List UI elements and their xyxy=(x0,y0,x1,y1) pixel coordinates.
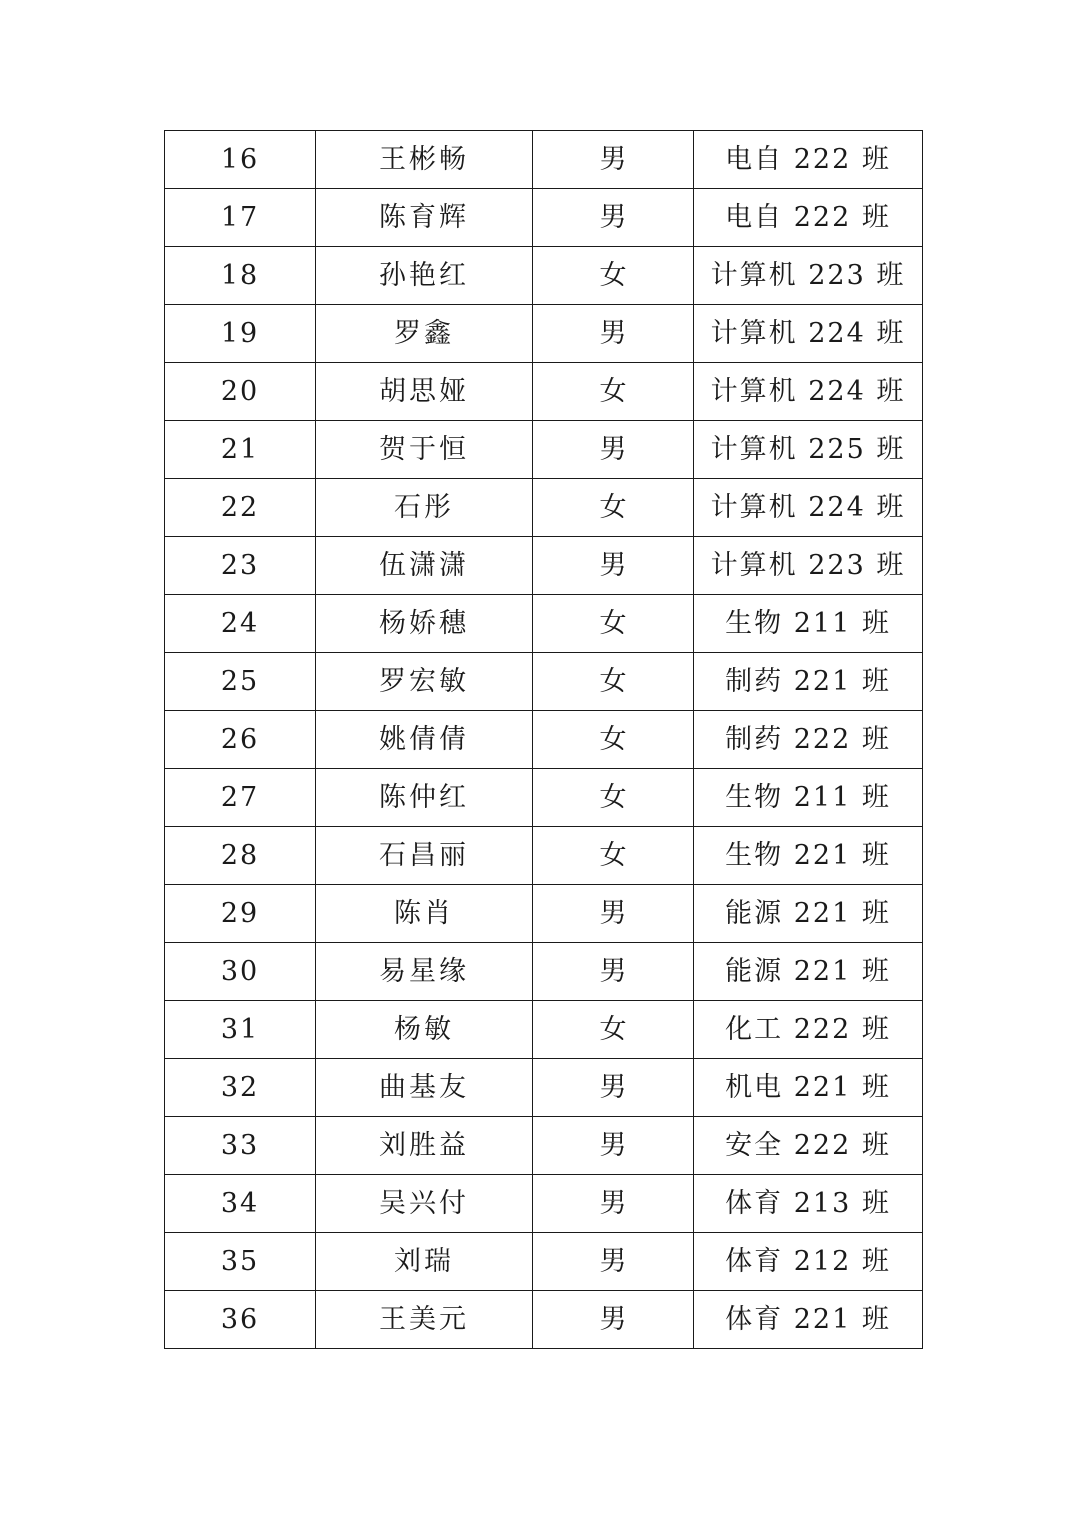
class-cell: 计算机 223 班 xyxy=(694,537,923,595)
table-row xyxy=(165,1291,923,1349)
table-row xyxy=(165,131,923,189)
student-name-cell: 陈仲红 xyxy=(316,769,533,827)
table-row xyxy=(165,537,923,595)
table-row xyxy=(165,1059,923,1117)
gender-cell: 男 xyxy=(533,131,694,189)
class-cell: 计算机 225 班 xyxy=(694,421,923,479)
gender-cell: 女 xyxy=(533,363,694,421)
row-number-cell: 21 xyxy=(165,421,316,479)
table-row xyxy=(165,653,923,711)
gender-cell: 男 xyxy=(533,189,694,247)
student-name-cell: 刘胜益 xyxy=(316,1117,533,1175)
row-number-cell: 16 xyxy=(165,131,316,189)
class-cell: 能源 221 班 xyxy=(694,885,923,943)
table-row xyxy=(165,189,923,247)
table-row xyxy=(165,885,923,943)
gender-cell: 男 xyxy=(533,1233,694,1291)
student-name-cell: 孙艳红 xyxy=(316,247,533,305)
student-name-cell: 胡思娅 xyxy=(316,363,533,421)
gender-cell: 男 xyxy=(533,1059,694,1117)
row-number-cell: 25 xyxy=(165,653,316,711)
student-name-cell: 王美元 xyxy=(316,1291,533,1349)
row-number-cell: 18 xyxy=(165,247,316,305)
row-number-cell: 29 xyxy=(165,885,316,943)
gender-cell: 男 xyxy=(533,943,694,1001)
row-number-cell: 35 xyxy=(165,1233,316,1291)
gender-cell: 男 xyxy=(533,1117,694,1175)
student-name-cell: 易星缘 xyxy=(316,943,533,1001)
row-number-cell: 19 xyxy=(165,305,316,363)
gender-cell: 女 xyxy=(533,769,694,827)
class-cell: 计算机 224 班 xyxy=(694,363,923,421)
student-name-cell: 陈育辉 xyxy=(316,189,533,247)
table-row xyxy=(165,479,923,537)
table-row xyxy=(165,769,923,827)
table-row xyxy=(165,247,923,305)
student-name-cell: 石昌丽 xyxy=(316,827,533,885)
gender-cell: 男 xyxy=(533,885,694,943)
table-row xyxy=(165,421,923,479)
student-name-cell: 刘瑞 xyxy=(316,1233,533,1291)
table-row xyxy=(165,827,923,885)
table-row xyxy=(165,1233,923,1291)
class-cell: 安全 222 班 xyxy=(694,1117,923,1175)
table-row xyxy=(165,363,923,421)
student-roster-table xyxy=(164,130,923,1349)
row-number-cell: 22 xyxy=(165,479,316,537)
gender-cell: 男 xyxy=(533,537,694,595)
gender-cell: 女 xyxy=(533,711,694,769)
gender-cell: 女 xyxy=(533,479,694,537)
row-number-cell: 23 xyxy=(165,537,316,595)
row-number-cell: 17 xyxy=(165,189,316,247)
gender-cell: 男 xyxy=(533,1291,694,1349)
row-number-cell: 20 xyxy=(165,363,316,421)
gender-cell: 男 xyxy=(533,1175,694,1233)
table-row xyxy=(165,595,923,653)
student-name-cell: 姚倩倩 xyxy=(316,711,533,769)
table-row xyxy=(165,1117,923,1175)
student-name-cell: 罗宏敏 xyxy=(316,653,533,711)
class-cell: 生物 211 班 xyxy=(694,769,923,827)
student-name-cell: 罗鑫 xyxy=(316,305,533,363)
class-cell: 体育 213 班 xyxy=(694,1175,923,1233)
gender-cell: 女 xyxy=(533,247,694,305)
gender-cell: 女 xyxy=(533,1001,694,1059)
roster-table-body xyxy=(165,131,923,1349)
table-row xyxy=(165,1001,923,1059)
class-cell: 计算机 224 班 xyxy=(694,479,923,537)
class-cell: 生物 221 班 xyxy=(694,827,923,885)
gender-cell: 女 xyxy=(533,827,694,885)
row-number-cell: 28 xyxy=(165,827,316,885)
student-name-cell: 陈肖 xyxy=(316,885,533,943)
class-cell: 体育 221 班 xyxy=(694,1291,923,1349)
gender-cell: 男 xyxy=(533,421,694,479)
student-name-cell: 伍潇潇 xyxy=(316,537,533,595)
row-number-cell: 36 xyxy=(165,1291,316,1349)
table-row xyxy=(165,943,923,1001)
class-cell: 计算机 224 班 xyxy=(694,305,923,363)
gender-cell: 女 xyxy=(533,653,694,711)
student-name-cell: 贺于恒 xyxy=(316,421,533,479)
table-row xyxy=(165,1175,923,1233)
class-cell: 体育 212 班 xyxy=(694,1233,923,1291)
class-cell: 电自 222 班 xyxy=(694,189,923,247)
table-row xyxy=(165,711,923,769)
student-name-cell: 曲基友 xyxy=(316,1059,533,1117)
student-name-cell: 杨娇穗 xyxy=(316,595,533,653)
class-cell: 计算机 223 班 xyxy=(694,247,923,305)
student-name-cell: 杨敏 xyxy=(316,1001,533,1059)
class-cell: 化工 222 班 xyxy=(694,1001,923,1059)
row-number-cell: 33 xyxy=(165,1117,316,1175)
class-cell: 电自 222 班 xyxy=(694,131,923,189)
table-row xyxy=(165,305,923,363)
class-cell: 机电 221 班 xyxy=(694,1059,923,1117)
row-number-cell: 34 xyxy=(165,1175,316,1233)
row-number-cell: 30 xyxy=(165,943,316,1001)
class-cell: 生物 211 班 xyxy=(694,595,923,653)
row-number-cell: 26 xyxy=(165,711,316,769)
class-cell: 能源 221 班 xyxy=(694,943,923,1001)
gender-cell: 男 xyxy=(533,305,694,363)
gender-cell: 女 xyxy=(533,595,694,653)
class-cell: 制药 222 班 xyxy=(694,711,923,769)
student-name-cell: 石彤 xyxy=(316,479,533,537)
row-number-cell: 27 xyxy=(165,769,316,827)
student-name-cell: 吴兴付 xyxy=(316,1175,533,1233)
row-number-cell: 24 xyxy=(165,595,316,653)
row-number-cell: 31 xyxy=(165,1001,316,1059)
class-cell: 制药 221 班 xyxy=(694,653,923,711)
student-name-cell: 王彬畅 xyxy=(316,131,533,189)
row-number-cell: 32 xyxy=(165,1059,316,1117)
